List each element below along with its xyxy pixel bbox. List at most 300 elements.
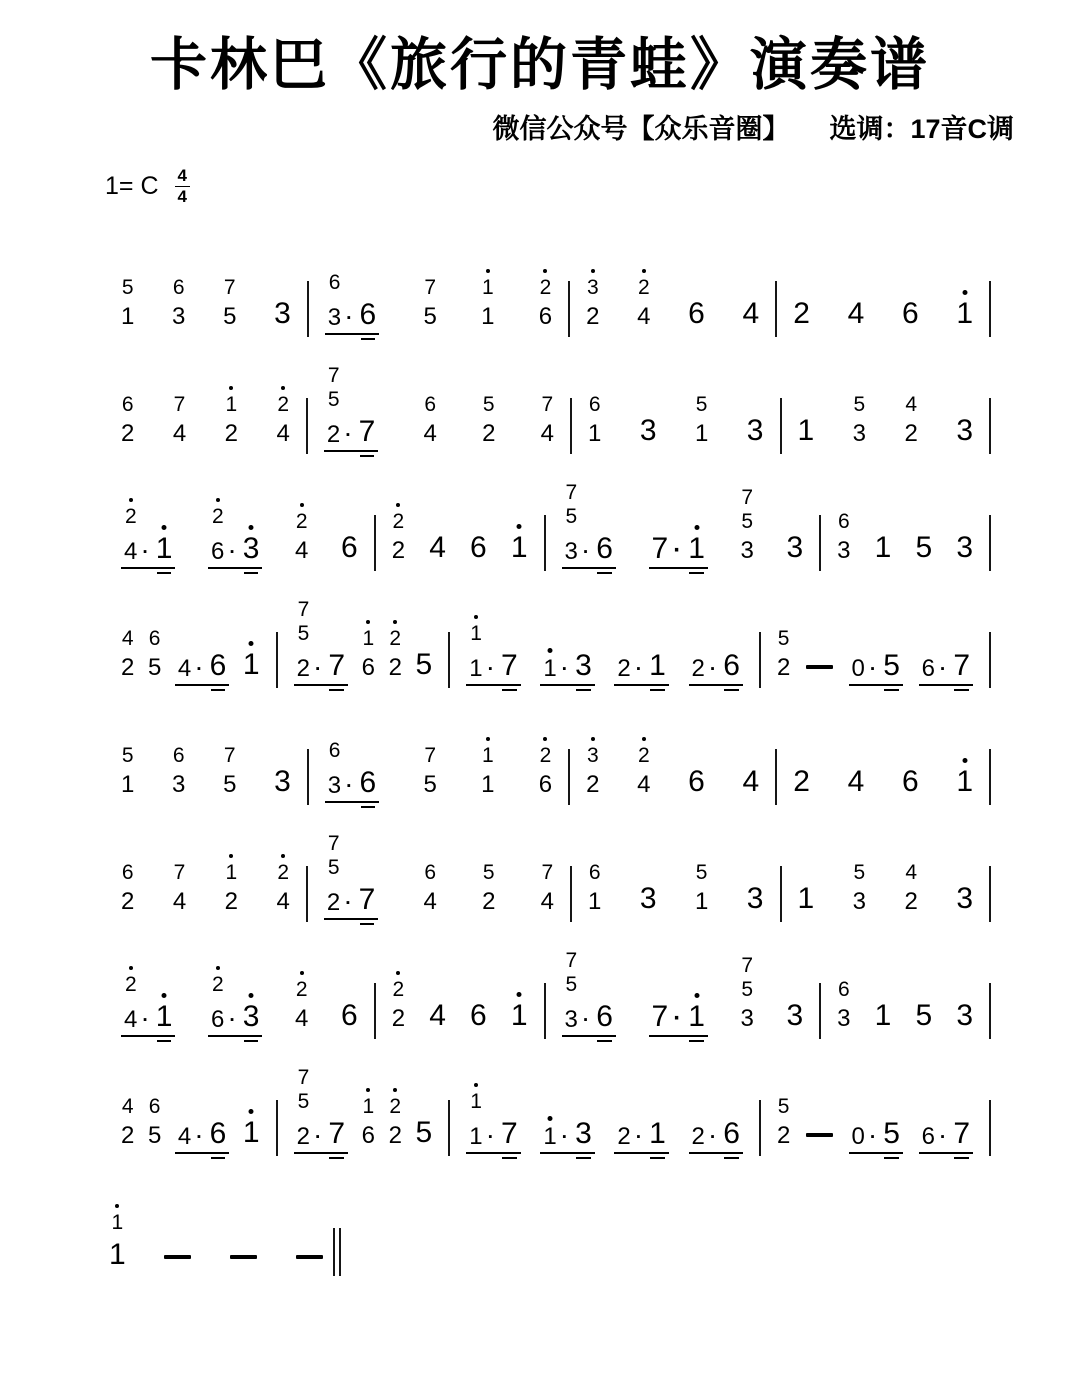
- note: [649, 1116, 666, 1150]
- measure: [821, 511, 989, 569]
- sixteenth-note: [883, 648, 900, 682]
- note-event: [639, 881, 657, 920]
- note: [327, 771, 353, 799]
- note-digit: 1: [225, 862, 237, 883]
- beamed-note-pair: [121, 974, 175, 1037]
- sixteenth-underline: [650, 1157, 665, 1159]
- dash-note: [230, 1255, 257, 1276]
- note: [173, 277, 185, 298]
- chord-upper-notes: [296, 511, 308, 532]
- note: [274, 296, 291, 330]
- sixteenth-underline: [329, 689, 344, 691]
- note-event: [956, 530, 973, 569]
- chord-upper-notes: [587, 745, 599, 766]
- note-digit: 4: [847, 764, 865, 798]
- note: [649, 648, 666, 682]
- beamed-note-pair: [540, 1116, 594, 1154]
- note-digit: 4: [177, 654, 192, 682]
- note-digit: 1: [362, 628, 374, 649]
- beamed-note-pair: [562, 950, 616, 1037]
- note-digit: 7: [953, 648, 970, 682]
- note-digit: 1: [362, 1096, 374, 1117]
- note: [915, 998, 933, 1032]
- chord-upper-notes: [470, 623, 482, 644]
- note-digit: 1: [874, 998, 892, 1032]
- note-digit: 6: [688, 296, 705, 330]
- beamed-note-pair: [689, 1116, 743, 1154]
- note-digit: 2: [121, 419, 135, 447]
- chord-upper-notes: [329, 272, 341, 293]
- note: [242, 1115, 260, 1149]
- note: [298, 1067, 310, 1088]
- dash-note: [806, 1133, 833, 1154]
- note-digit: 1: [156, 1002, 173, 1032]
- note-digit: 6: [148, 626, 161, 650]
- note-digit: 2: [776, 653, 791, 681]
- octave-dot-icon: [474, 1083, 478, 1087]
- note: [242, 531, 260, 565]
- note-event: [121, 277, 134, 335]
- note-digit: 2: [638, 745, 650, 766]
- note-digit: 6: [921, 1122, 935, 1150]
- beamed-note-pair: [324, 833, 378, 920]
- measure: [821, 979, 989, 1037]
- note-digit: 4: [429, 998, 446, 1032]
- note-event: [741, 955, 754, 1037]
- note: [172, 302, 186, 330]
- beamed-note-pair: [649, 531, 708, 569]
- final-barline: [333, 1228, 341, 1276]
- dotted-pair: [208, 531, 262, 569]
- octave-dot-icon: [129, 498, 133, 502]
- score-line: [105, 569, 991, 686]
- duration-dot-icon: ·: [869, 659, 877, 681]
- score-line: [105, 803, 991, 920]
- sixteenth-note: [688, 531, 705, 565]
- measure: [309, 272, 568, 335]
- note: [328, 389, 340, 410]
- sixteenth-note: [723, 1116, 740, 1150]
- barline: [989, 983, 991, 1039]
- note-event: [392, 979, 405, 1037]
- beamed-note-pair: [849, 1116, 903, 1154]
- note: [838, 511, 850, 532]
- note: [793, 296, 810, 330]
- note-digit: 3: [956, 413, 973, 447]
- note-digit: 2: [277, 862, 289, 883]
- sixteenth-underline: [954, 1157, 969, 1159]
- octave-dot-icon: [162, 993, 167, 998]
- dotted-pair: [208, 999, 262, 1037]
- note: [328, 833, 340, 854]
- note: [481, 302, 495, 330]
- sixteenth-underline: [724, 1157, 739, 1159]
- note: [415, 647, 433, 681]
- note-digit: 1: [688, 534, 705, 564]
- note-digit: 6: [837, 509, 850, 533]
- chord-upper-notes: [424, 394, 436, 415]
- measure: [105, 862, 306, 920]
- dotted-pair: [324, 414, 378, 452]
- score-line: [105, 920, 991, 1037]
- note: [358, 882, 376, 916]
- note-digit: 7: [328, 648, 346, 682]
- note-event: [588, 394, 601, 452]
- chord-upper-notes: [212, 506, 224, 527]
- note-event: [786, 998, 804, 1037]
- octave-dot-icon: [249, 641, 254, 646]
- chord-upper-notes: [393, 511, 405, 532]
- octave-dot-icon: [591, 269, 595, 273]
- note: [211, 1005, 236, 1033]
- chord-upper-notes: [125, 974, 137, 995]
- dash-icon: [806, 1133, 833, 1137]
- note-event: [742, 764, 760, 803]
- note-digit: 2: [617, 654, 631, 682]
- note-event: [470, 530, 487, 569]
- note-digit: 6: [209, 648, 227, 682]
- note-event: [510, 530, 528, 569]
- note: [415, 1115, 433, 1149]
- note-digit: 6: [211, 537, 225, 565]
- note: [953, 648, 970, 682]
- note: [122, 628, 134, 649]
- note: [470, 623, 482, 644]
- note: [389, 628, 401, 649]
- octave-dot-icon: [543, 269, 547, 273]
- duration-dot-icon: ·: [142, 1010, 149, 1032]
- octave-dot-icon: [229, 854, 233, 858]
- note-digit: 3: [746, 413, 764, 447]
- measure: [546, 482, 820, 569]
- note-digit: 4: [177, 1122, 192, 1150]
- octave-dot-icon: [642, 269, 646, 273]
- note-event: [853, 862, 866, 920]
- note-digit: 1: [587, 887, 602, 915]
- note-digit: 6: [359, 297, 377, 331]
- measure: [105, 1212, 333, 1276]
- note: [155, 531, 173, 565]
- chord-upper-notes: [853, 394, 865, 415]
- note: [177, 654, 203, 682]
- note-event: [429, 998, 446, 1037]
- note-digit: 6: [538, 302, 553, 330]
- note-digit: 6: [424, 392, 437, 416]
- chord-upper-notes: [905, 862, 917, 883]
- note: [564, 537, 590, 565]
- note-digit: 4: [276, 887, 290, 915]
- sixteenth-underline: [689, 1040, 704, 1042]
- note-digit: 6: [837, 977, 850, 1001]
- octave-dot-icon: [517, 992, 522, 997]
- note-digit: 2: [326, 888, 341, 916]
- beamed-note-pair: [325, 740, 379, 803]
- note-event: [223, 745, 236, 803]
- sixteenth-underline: [361, 338, 376, 340]
- note: [125, 974, 137, 995]
- note: [124, 537, 149, 565]
- note-digit: 1: [956, 299, 973, 329]
- note: [121, 302, 135, 330]
- note-digit: 6: [121, 860, 134, 884]
- note-digit: 7: [565, 480, 578, 504]
- beamed-note-pair: [562, 482, 616, 569]
- dotted-pair: [294, 648, 348, 686]
- dotted-pair: [689, 1116, 743, 1154]
- note: [853, 394, 865, 415]
- octave-dot-icon: [366, 620, 370, 624]
- dash-note: [806, 665, 833, 686]
- note: [786, 998, 804, 1032]
- note-digit: 5: [482, 860, 495, 884]
- chord-upper-notes: [541, 394, 553, 415]
- note: [901, 296, 919, 330]
- chord-upper-notes: [149, 1096, 161, 1117]
- chord-upper-notes: [122, 277, 134, 298]
- note-event: [223, 277, 236, 335]
- note-digit: 1: [109, 1237, 126, 1271]
- note-event: [586, 277, 599, 335]
- note-event: [109, 1212, 126, 1276]
- note-digit: 5: [423, 302, 437, 330]
- note-digit: 4: [847, 296, 865, 330]
- note-digit: 3: [740, 536, 754, 564]
- note: [224, 277, 236, 298]
- note-digit: 6: [361, 653, 375, 681]
- note-event: [389, 628, 402, 686]
- note: [596, 531, 613, 565]
- note-digit: 3: [852, 887, 867, 915]
- note-digit: 1: [225, 394, 237, 415]
- duration-dot-icon: ·: [345, 893, 352, 915]
- beamed-note-pair: [175, 1116, 229, 1154]
- note: [298, 623, 310, 644]
- note: [482, 277, 494, 298]
- note-digit: 5: [883, 1116, 900, 1150]
- note: [510, 998, 528, 1032]
- note-event: [586, 745, 599, 803]
- score-line: [105, 1154, 341, 1276]
- beamed-note-pair: [466, 1091, 520, 1154]
- note: [904, 419, 918, 447]
- note-digit: 4: [172, 887, 187, 915]
- note-digit: 1: [481, 770, 495, 798]
- note-digit: 5: [695, 860, 708, 884]
- note-digit: 5: [327, 855, 340, 879]
- note-digit: 1: [469, 654, 483, 682]
- barline: [989, 866, 991, 922]
- note: [124, 1005, 149, 1033]
- note-event: [274, 764, 291, 803]
- beamed-note-pair: [614, 1116, 668, 1154]
- note-event: [797, 413, 815, 452]
- note: [793, 764, 810, 798]
- note-digit: 2: [540, 277, 552, 298]
- note-digit: 2: [388, 1121, 402, 1149]
- note-digit: 4: [423, 887, 437, 915]
- note-event: [424, 862, 437, 920]
- note-digit: 6: [172, 275, 185, 299]
- note-digit: 1: [121, 302, 135, 330]
- note: [688, 999, 705, 1033]
- note-digit: 2: [691, 654, 705, 682]
- note: [694, 887, 709, 915]
- note-event: [173, 862, 186, 920]
- note-event: [793, 764, 810, 803]
- note: [391, 536, 406, 564]
- note-digit: 6: [901, 296, 919, 330]
- note: [538, 302, 553, 330]
- octave-dot-icon: [396, 503, 400, 507]
- note-event: [741, 487, 754, 569]
- dotted-pair: [849, 1116, 903, 1154]
- note: [329, 272, 341, 293]
- note-digit: 6: [588, 860, 601, 884]
- note-digit: 4: [423, 419, 437, 447]
- note: [225, 862, 237, 883]
- note: [147, 653, 162, 681]
- chord-upper-notes: [329, 740, 341, 761]
- note-digit: 7: [424, 275, 437, 299]
- note-digit: 5: [741, 509, 754, 533]
- dash-note: [296, 1255, 323, 1276]
- note-event: [915, 530, 933, 569]
- note-digit: 6: [328, 270, 341, 294]
- note-event: [482, 862, 495, 920]
- note-event: [956, 764, 973, 803]
- note-digit: 6: [359, 765, 377, 799]
- note: [921, 654, 947, 682]
- chord-upper-notes: [483, 862, 495, 883]
- note: [741, 979, 753, 1000]
- note-digit: 1: [470, 623, 482, 644]
- note-digit: 1: [587, 419, 602, 447]
- dotted-pair: [614, 648, 668, 686]
- duration-dot-icon: ·: [709, 659, 717, 681]
- chord-upper-notes: [696, 862, 708, 883]
- note-digit: 2: [691, 1122, 705, 1150]
- note: [956, 413, 973, 447]
- beamed-note-pair: [324, 365, 378, 452]
- note: [424, 394, 436, 415]
- duration-dot-icon: ·: [561, 659, 569, 681]
- note-digit: 1: [543, 657, 556, 681]
- time-numerator: 4: [175, 167, 190, 187]
- note: [637, 770, 651, 798]
- chord-upper-notes: [424, 862, 436, 883]
- note-event: [274, 296, 291, 335]
- dotted-pair: [325, 765, 379, 803]
- sixteenth-note: [596, 531, 613, 565]
- note: [122, 862, 134, 883]
- score-body: [105, 218, 991, 1276]
- note: [470, 1091, 482, 1112]
- note: [121, 653, 135, 681]
- sixteenth-note: [575, 648, 592, 682]
- note-digit: 6: [172, 743, 185, 767]
- note-event: [956, 881, 973, 920]
- octave-dot-icon: [249, 525, 254, 530]
- note: [691, 1122, 717, 1150]
- sixteenth-note: [155, 531, 173, 565]
- duration-dot-icon: ·: [582, 1010, 590, 1032]
- chord-upper-notes: [225, 394, 237, 415]
- sixteenth-underline: [361, 806, 376, 808]
- note-digit: 2: [482, 887, 496, 915]
- note-digit: 6: [361, 1121, 375, 1149]
- key-text: 1= C: [105, 172, 159, 201]
- note-event: [362, 628, 375, 686]
- measure: [309, 740, 568, 803]
- note: [483, 394, 495, 415]
- note: [587, 419, 602, 447]
- note: [328, 365, 340, 386]
- note-digit: 1: [511, 1001, 528, 1031]
- note-event: [637, 745, 650, 803]
- note-event: [847, 764, 865, 803]
- duration-dot-icon: ·: [635, 659, 643, 681]
- note-digit: 1: [470, 1091, 482, 1112]
- note: [173, 745, 185, 766]
- octave-dot-icon: [393, 1088, 397, 1092]
- note-digit: 1: [649, 1116, 666, 1150]
- note-digit: 3: [587, 277, 599, 298]
- dotted-pair: [919, 1116, 973, 1154]
- note-digit: 7: [541, 392, 554, 416]
- duration-dot-icon: ·: [635, 1127, 643, 1149]
- note: [586, 302, 600, 330]
- dotted-pair: [562, 999, 616, 1037]
- note-event: [746, 881, 764, 920]
- chord-upper-notes: [277, 394, 289, 415]
- chord-upper-notes: [482, 745, 494, 766]
- note-digit: 3: [956, 998, 973, 1032]
- note-digit: 1: [112, 1212, 124, 1233]
- note: [121, 887, 135, 915]
- note-event: [901, 296, 919, 335]
- note-digit: 6: [328, 738, 341, 762]
- note-event: [242, 647, 260, 686]
- note: [121, 1121, 135, 1149]
- note-event: [777, 1096, 790, 1154]
- note: [639, 413, 657, 447]
- sixteenth-note: [328, 648, 346, 682]
- note: [172, 770, 186, 798]
- sixteenth-underline: [650, 689, 665, 691]
- note: [617, 1122, 643, 1150]
- note: [361, 1121, 375, 1149]
- note-event: [695, 862, 708, 920]
- sixteenth-underline: [157, 1040, 172, 1042]
- note-digit: 2: [904, 419, 918, 447]
- note: [147, 1121, 162, 1149]
- dotted-pair: [562, 531, 616, 569]
- note: [481, 770, 495, 798]
- note-digit: 5: [327, 387, 340, 411]
- note-digit: 2: [212, 974, 224, 995]
- note-digit: 7: [741, 485, 754, 509]
- note-event: [786, 530, 804, 569]
- note: [540, 277, 552, 298]
- note-digit: 2: [212, 506, 224, 527]
- note-digit: 1: [797, 413, 815, 447]
- note-digit: 6: [340, 530, 358, 564]
- note-event: [688, 764, 705, 803]
- octave-dot-icon: [591, 737, 595, 741]
- beamed-note-pair: [175, 648, 229, 686]
- sixteenth-note: [209, 648, 227, 682]
- note: [423, 302, 437, 330]
